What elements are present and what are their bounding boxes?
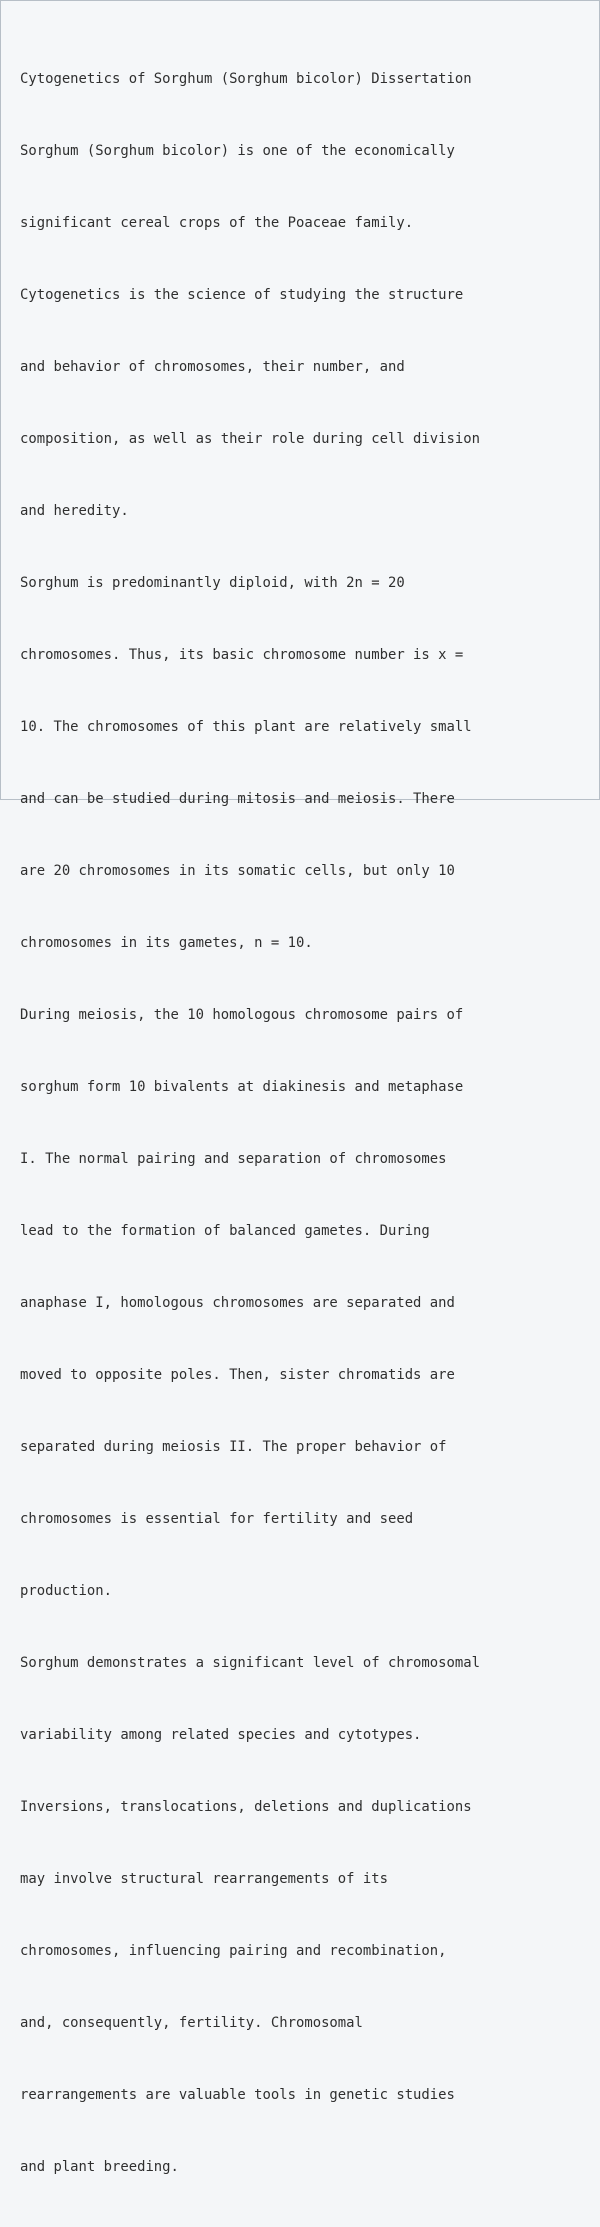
document-text-block (20, 19, 585, 2227)
text-line: Sorghum is predominantly diploid, with 2n = 20 (20, 575, 405, 591)
text-line: composition, as well as their role during cell division (20, 431, 480, 447)
text-line: During meiosis, the 10 homologous chromosome pairs of (20, 1007, 464, 1023)
text-line: sorghum form 10 bivalents at diakinesis and metaphase (20, 1079, 464, 1095)
text-line: and, consequently, fertility. Chromosomal (20, 2015, 363, 2031)
text-line: chromosomes in its gametes, n = 10. (20, 935, 313, 951)
text-line: variability among related species and cytotypes. (20, 1727, 422, 1743)
text-line: and can be studied during mitosis and meiosis. There (20, 791, 455, 807)
text-line: are 20 chromosomes in its somatic cells, but only 10 (20, 863, 455, 879)
document-title: Cytogenetics of Sorghum (Sorghum bicolor) Dissertation (20, 71, 472, 87)
text-line: and heredity. (20, 503, 129, 519)
text-line: Inversions, translocations, deletions and duplications (20, 1799, 472, 1815)
text-line: and behavior of chromosomes, their number, and (20, 359, 405, 375)
text-line: significant cereal crops of the Poaceae family. (20, 215, 414, 231)
text-line: I. The normal pairing and separation of chromosomes (20, 1151, 447, 1167)
text-line: and plant breeding. (20, 2159, 179, 2175)
text-line: moved to opposite poles. Then, sister chromatids are (20, 1367, 455, 1383)
text-line: Sorghum (Sorghum bicolor) is one of the economically (20, 143, 455, 159)
text-line: 10. The chromosomes of this plant are relatively small (20, 719, 472, 735)
text-line: separated during meiosis II. The proper behavior of (20, 1439, 447, 1455)
text-line: production. (20, 1583, 112, 1599)
text-line: chromosomes is essential for fertility and seed (20, 1511, 414, 1527)
text-line: chromosomes, influencing pairing and recombination, (20, 1943, 447, 1959)
text-line: lead to the formation of balanced gametes. During (20, 1223, 430, 1239)
text-line: chromosomes. Thus, its basic chromosome number is x = (20, 647, 464, 663)
text-line: Cytogenetics is the science of studying the structure (20, 287, 464, 303)
text-line: rearrangements are valuable tools in genetic studies (20, 2087, 455, 2103)
text-line: anaphase I, homologous chromosomes are separated and (20, 1295, 455, 1311)
text-line: Sorghum demonstrates a significant level of chromosomal (20, 1655, 480, 1671)
text-line: may involve structural rearrangements of its (20, 1871, 388, 1887)
